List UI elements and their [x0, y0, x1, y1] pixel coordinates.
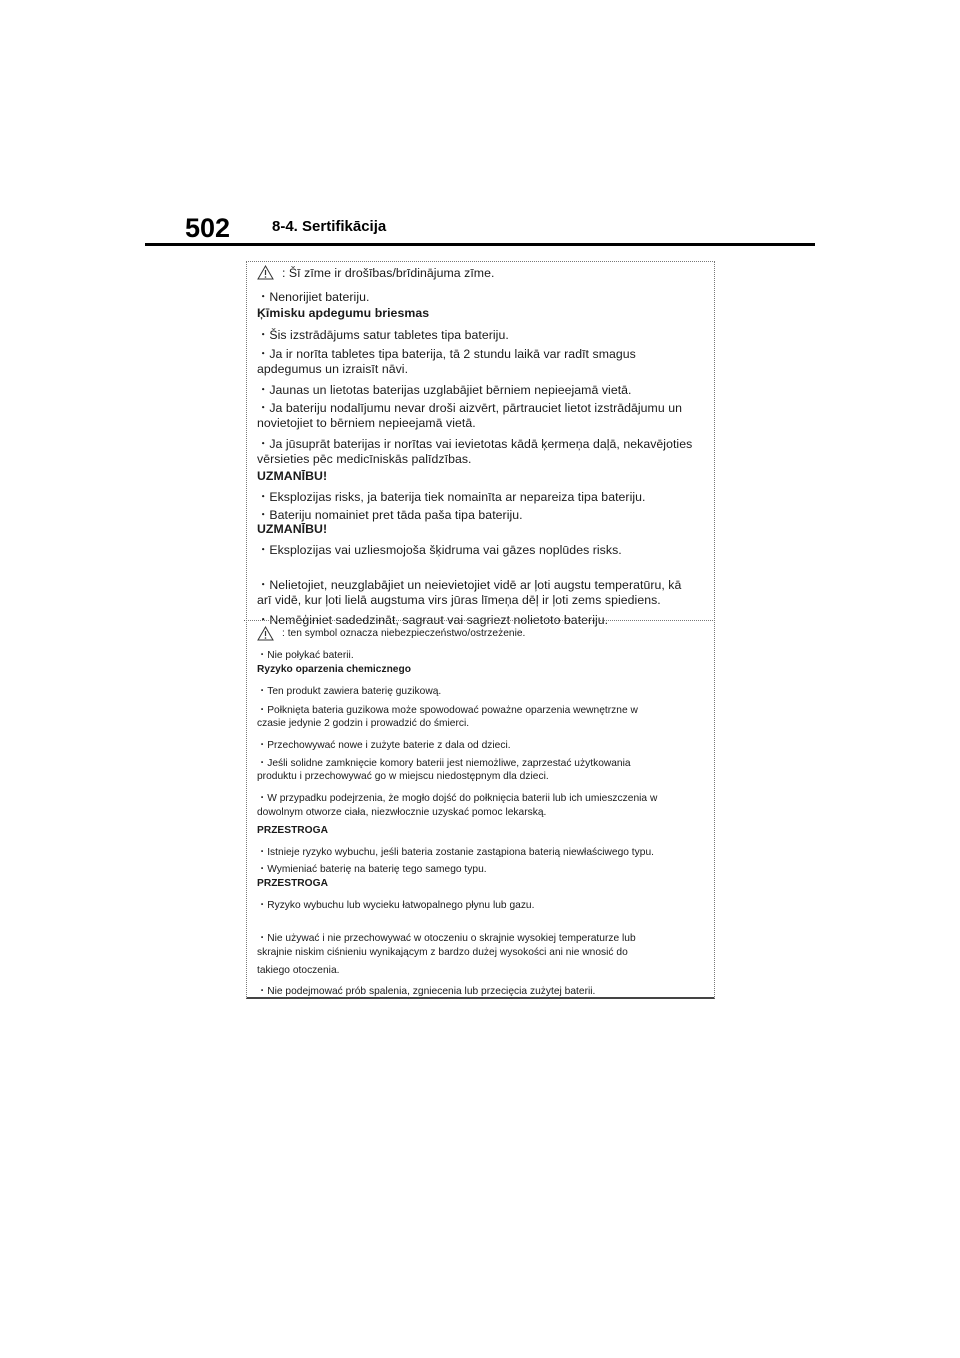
warning-triangle-icon	[257, 265, 274, 280]
latvian-line: ・Jaunas un lietotas baterijas uzglabājiet bērniem nepieejamā vietā.	[257, 383, 632, 397]
polish-line: ・Połknięta bateria guzikowa może spowodować poważne oparzenia wewnętrzne w	[257, 705, 638, 716]
latvian-line: ・Šis izstrādājums satur tabletes tipa bateriju.	[257, 328, 509, 342]
latvian-line: ・Ja jūsuprāt baterijas ir norītas vai ievietotas kādā ķermeņa daļā, nekavējoties	[257, 437, 693, 451]
polish-line: dowolnym otworze ciała, niezwłocznie uzyskać pomoc lekarską.	[257, 807, 547, 818]
latvian-warning-label	[246, 261, 715, 627]
latvian-symbol-note: : Šī zīme ir drošības/brīdinājuma zīme.	[282, 265, 495, 280]
latvian-line: vērsieties pēc medicīniskās palīdzības.	[257, 452, 472, 466]
polish-symbol-row	[257, 626, 525, 641]
polish-line: ・Przechowywać nowe i zużyte baterie z dala od dzieci.	[257, 740, 511, 751]
latvian-caution-heading: UZMANĪBU!	[257, 469, 328, 483]
latvian-line: ・Eksplozijas risks, ja baterija tiek nomainīta ar nepareiza tipa bateriju.	[257, 490, 646, 504]
latvian-line: ・Ja bateriju nodalījumu nevar droši aizvērt, pārtrauciet lietot izstrādājumu un	[257, 401, 682, 415]
header-divider	[145, 243, 815, 246]
polish-line: czasie jedynie 2 godzin i prowadzić do śmierci.	[257, 718, 470, 729]
polish-line: ・Nie podejmować prób spalenia, zgniecenia lub przecięcia zużytej baterii.	[257, 986, 596, 997]
latvian-line: ・Nelietojiet, neuzglabājiet un neievietojiet vidē ar ļoti augstu temperatūru, kā	[257, 578, 682, 592]
latvian-line: novietojiet to bērniem nepieejamā vietā.	[257, 416, 476, 430]
latvian-line: apdegumus un izraisīt nāvi.	[257, 362, 409, 376]
polish-line: takiego otoczenia.	[257, 965, 340, 976]
section-title: 8-4. Sertifikācija	[272, 218, 387, 235]
latvian-line: ・Bateriju nomainiet pret tāda paša tipa bateriju.	[257, 508, 523, 522]
warning-triangle-icon	[257, 626, 274, 641]
polish-line: ・Jeśli solidne zamknięcie komory baterii jest niemożliwe, zaprzestać użytkowania	[257, 758, 631, 769]
polish-caution-heading: PRZESTROGA	[257, 878, 328, 889]
latvian-line: ・Nemēģiniet sadedzināt, sagraut vai sagriezt nolietoto bateriju.	[257, 613, 609, 627]
polish-line: skrajnie niskim ciśnieniu wynikającym z bardzo dużej wysokości ani nie wnosić do	[257, 947, 628, 958]
latvian-heading: Ķīmisku apdegumu briesmas	[257, 306, 430, 320]
page-number: 502	[185, 213, 231, 243]
polish-heading: Ryzyko oparzenia chemicznego	[257, 664, 411, 675]
polish-line: ・Nie używać i nie przechowywać w otoczeniu o skrajnie wysokiej temperaturze lub	[257, 933, 636, 944]
polish-warning-label	[246, 620, 715, 999]
latvian-caution-heading: UZMANĪBU!	[257, 522, 328, 536]
polish-line: ・Istnieje ryzyko wybuchu, jeśli bateria zostanie zastąpiona baterią niewłaściwego typu.	[257, 847, 654, 858]
latvian-line: arī vidē, kur ļoti lielā augstuma virs jūras līmeņa dēļ ir ļoti zems spiediens.	[257, 593, 661, 607]
latvian-symbol-row	[257, 265, 494, 280]
latvian-line: ・Nenorijiet bateriju.	[257, 290, 370, 304]
polish-caution-heading: PRZESTROGA	[257, 825, 328, 836]
latvian-line: ・Ja ir norīta tabletes tipa baterija, tā 2 stundu laikā var radīt smagus	[257, 347, 636, 361]
polish-line: ・Ryzyko wybuchu lub wycieku łatwopalnego płynu lub gazu.	[257, 900, 535, 911]
latvian-line: ・Eksplozijas vai uzliesmojoša šķidruma vai gāzes noplūdes risks.	[257, 543, 622, 557]
polish-line: ・Ten produkt zawiera baterię guzikową.	[257, 686, 442, 697]
polish-line: ・Wymieniać baterię na baterię tego samego typu.	[257, 864, 487, 875]
polish-line: ・Nie połykać baterii.	[257, 650, 354, 661]
polish-line: produktu i przechowywać go w miejscu niedostępnym dla dzieci.	[257, 771, 549, 782]
polish-symbol-note: : ten symbol oznacza niebezpieczeństwo/ostrzeżenie.	[282, 628, 526, 639]
polish-line: ・W przypadku podejrzenia, że mogło dojść do połknięcia baterii lub ich umieszczenia w	[257, 793, 658, 804]
